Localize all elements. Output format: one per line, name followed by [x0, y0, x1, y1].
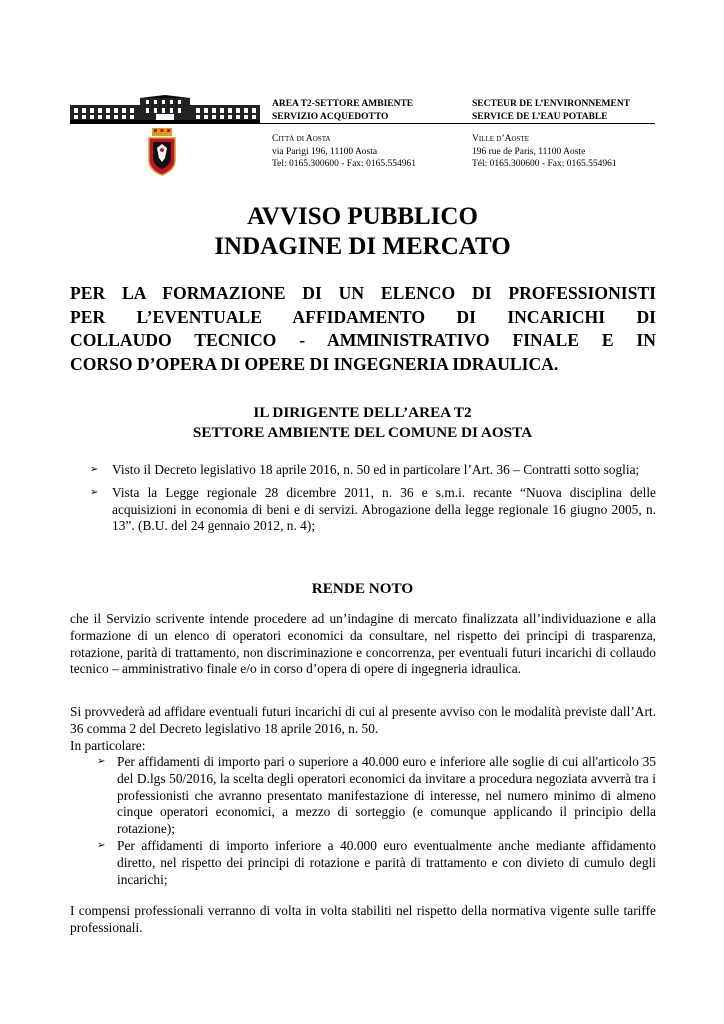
affidamento-text: Per affidamenti di importo pari o superiore a 40.000 euro e inferiore alle soglie di cui all'articolo 35 del D.lgs 50/2016, la scelta degli operatori economici da invitare a procedura negoziata avverrà tra i professionisti che avranno presentato manifestazione di interesse, nel numero minimo di almeno cinque operatori economici, a mezzo di sorteggio (e comunque applicando il principio della rotazione); — [117, 754, 656, 837]
body-paragraph-4: I compensi professionali verranno di volta in volta stabiliti nel rispetto della normativa vigente sulle tariffe professionali. — [70, 903, 656, 935]
header-left-phone: Tel: 0165.300600 - Fax: 0165.554961 — [272, 159, 416, 169]
visto-text: Visto il Decreto legislativo 18 aprile 2016, n. 50 ed in particolare l’Art. 36 – Contratti sotto soglia; — [112, 462, 640, 477]
bullet-arrow-icon: ➢ — [97, 839, 106, 851]
visti-list — [70, 462, 656, 541]
subtitle-line-4: CORSO D’OPERA DI OPERE DI INGEGNERIA IDRAULICA. — [70, 353, 559, 374]
dirigente-heading — [70, 403, 655, 443]
subtitle-line-2: PER L’EVENTUALE AFFIDAMENTO DI INCARICHI DI — [70, 306, 656, 327]
header-left-street: via Parigi 196, 11100 Aosta — [272, 146, 378, 157]
header-right-line1: SECTEUR DE L’ENVIRONNEMENT — [472, 99, 631, 109]
rende-noto-heading: RENDE NOTO — [311, 580, 414, 597]
list-item — [70, 485, 656, 535]
town-hall-logo — [70, 95, 260, 123]
affidamento-text: Per affidamenti di importo inferiore a 40.000 euro eventualmente anche mediante affidamento diretto, nel rispetto dei principi di rotazione e parità di trattamento e con divieto di cumulo degli incarichi; — [117, 837, 656, 887]
header-right-street: 196 rue de Paris, 11100 Aoste — [472, 146, 586, 157]
header-right-city: Ville d’Aoste — [472, 134, 529, 144]
visto-text: Vista la Legge regionale 28 dicembre 2011, n. 36 e s.m.i. recante “Nuova disciplina delle acquisizioni in economia di beni e di servizi. Abrogazione della legge regionale 16 giugno 2005, n. 13”. (B.U. del 24 gennaio 2012, n. 4); — [112, 484, 656, 534]
document-subtitle — [70, 282, 656, 376]
document-title — [70, 202, 655, 262]
header-right-phone: Tél: 0165.300600 - Fax: 0165.554961 — [472, 159, 617, 169]
subtitle-line-1: PER LA FORMAZIONE DI UN ELENCO DI PROFESSIONISTI — [70, 283, 656, 303]
body-paragraph-3: In particolare: — [70, 738, 146, 753]
bullet-arrow-icon: ➢ — [90, 464, 99, 475]
header-right-address — [472, 133, 617, 171]
subtitle-line-3: COLLAUDO TECNICO - AMMINISTRATIVO FINALE E IN — [70, 330, 656, 350]
body-paragraph-1: che il Servizio scrivente intende procedere ad un’indagine di mercato finalizzata all’individuazione e alla formazione di un elenco di operatori economici da consultare, nel rispetto dei principi di trasparenza, rotazione, parità di trattamento, non discriminazione e concorrenza, per eventuali futuri incarichi di collaudo tecnico – amministrativo finale e/o in corso d’opera di opere di ingegneria idraulica. — [70, 611, 656, 677]
header-left-address — [272, 133, 416, 171]
title-line-1: AVVISO PUBBLICO — [247, 203, 478, 230]
city-crest-icon — [148, 128, 176, 176]
affidamenti-list — [70, 754, 656, 888]
header-divider — [70, 123, 655, 124]
dirigente-line-1: IL DIRIGENTE DELL’AREA T2 — [253, 404, 472, 421]
header-right-line2: SERVICE DE L’EAU POTABLE — [472, 111, 608, 122]
list-item — [70, 462, 656, 479]
header-left-line1: AREA T2-SETTORE AMBIENTE — [272, 99, 414, 109]
body-paragraph-2: Si provvederà ad affidare eventuali futuri incarichi di cui al presente avviso con le modalità previste dall’Art. 36 comma 2 del Decreto legislativo 18 aprile 2016, n. 50. — [70, 704, 656, 736]
header-left-title — [272, 98, 413, 123]
list-item — [70, 838, 656, 888]
list-item — [70, 754, 656, 838]
bullet-arrow-icon: ➢ — [90, 486, 99, 498]
header-right-title — [472, 98, 630, 123]
title-line-2: INDAGINE DI MERCATO — [214, 233, 511, 260]
header-left-line2: SERVIZIO ACQUEDOTTO — [272, 111, 389, 122]
dirigente-line-2: SETTORE AMBIENTE DEL COMUNE DI AOSTA — [192, 424, 533, 441]
bullet-arrow-icon: ➢ — [97, 756, 106, 767]
header-left-city: Città di Aosta — [272, 134, 331, 144]
